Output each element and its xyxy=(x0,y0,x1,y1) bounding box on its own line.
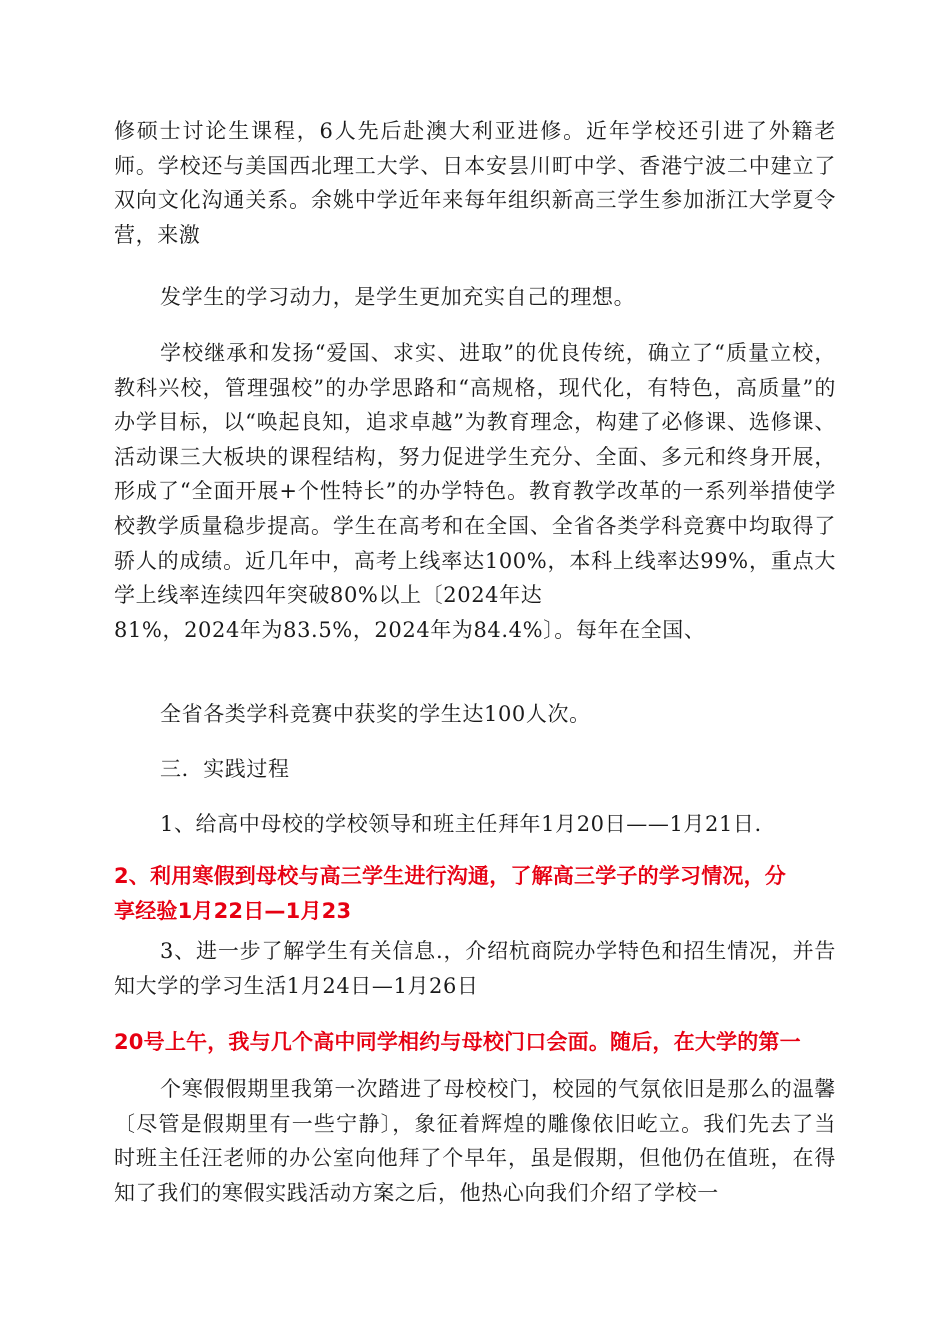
list-item-3: 3、进一步了解学生有关信息.，介绍杭商院办学特色和招生情况，并告知大学的学习生活1月24日—1月26日 xyxy=(114,939,836,998)
paragraph-school-tradition: 学校继承和发扬“爱国、求实、进取”的优良传统，确立了“质量立校，教科兴校，管理强校”的办学思路和“高规格，现代化，有特色，高质量”的办学目标，以“唤起良知，追求卓越”为教育理念，构建了必修课、选修课、活动课三大板块的课程结构，努力促进学生充分、全面、多元和终身开展，形成了“全面开展+个性特长”的办学特色。教育教学改革的一系列举措使学校教学质量稳步提高。学生在高考和在全国、全省各类学科竞赛中均取得了骄人的成绩。近几年中，高考上线率达100%，本科上线率达99%，重点大学上线率连续四年突破80%以上〔2024年达 81%，2024年为83.5%，2024年为84.4%〕。每年在全国、 xyxy=(114,341,836,642)
list-item-2-highlighted: 2、利用寒假到母校与高三学生进行沟通，了解高三学子的学习情况，分 享经验1月22日—1月23 xyxy=(114,864,787,923)
paragraph-school-visit: 个寒假假期里我第一次踏进了母校校门，校园的气氛依旧是那么的温馨〔尽管是假期里有一些宁静〕，象征着辉煌的雕像依旧屹立。我们先去了当时班主任汪老师的办公室向他拜了个早年，虽是假期，但他仍在值班，在得知了我们的寒假实践活动方案之后，他热心向我们介绍了学校一 xyxy=(114,1077,836,1205)
list-item-1: 1、给高中母校的学校领导和班主任拜年1月20日——1月21日. xyxy=(160,812,762,836)
paragraph-continuation: 修硕士讨论生课程，6人先后赴澳大利亚进修。近年学校还引进了外籍老师。学校还与美国西北理工大学、日本安昙川町中学、香港宁波二中建立了双向文化沟通关系。余姚中学近年来每年组织新高三学生参加浙江大学夏令营，来激 xyxy=(114,119,836,247)
paragraph-motivation: 发学生的学习动力，是学生更加充实自己的理想。 xyxy=(160,285,636,309)
paragraph-awards: 全省各类学科竞赛中获奖的学生达100人次。 xyxy=(160,702,591,726)
paragraph-highlighted-meeting: 20号上午，我与几个高中同学相约与母校门口会面。随后，在大学的第一 xyxy=(114,1030,801,1054)
section-heading-practice-process: 三．实践过程 xyxy=(160,757,290,781)
